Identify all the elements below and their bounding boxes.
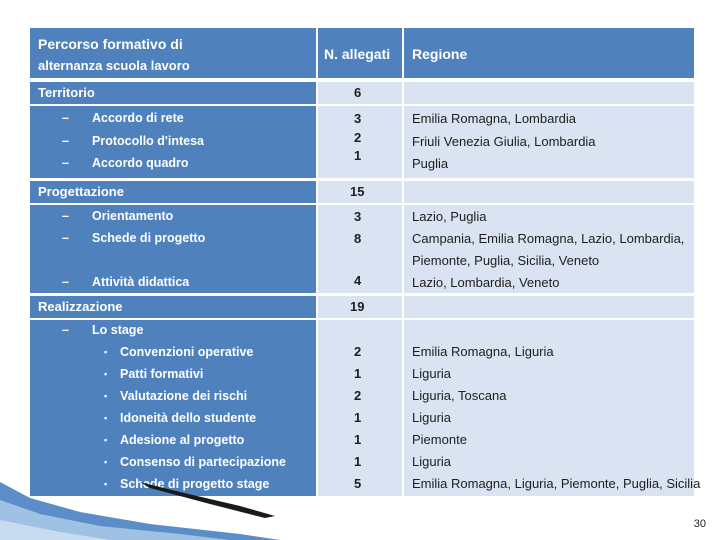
dash-marker: – [62,231,69,245]
bullet-marker: ▪ [104,413,108,423]
region-cell: Emilia Romagna, Lombardia [412,111,577,126]
dash-marker: – [62,134,69,148]
region-cell: Emilia Romagna, Liguria [412,344,554,359]
section-realizzazione-count-cell [318,296,402,318]
dash-marker: – [62,275,69,289]
section-progettazione [30,181,316,203]
section-realizzazione [30,296,316,318]
section-territorio-region-cell [404,82,694,104]
bullet-marker: ▪ [104,391,108,401]
region-cell: Piemonte [412,432,467,447]
count-cell: 1 [354,410,362,425]
region-cell: Liguria [412,366,452,381]
section-territorio-count: 6 [354,85,362,100]
dash-marker: – [62,111,69,125]
section-territorio-count-cell [318,82,402,104]
item-schede-progetto-stage: Schede di progetto stage [120,477,270,491]
region-cell: Lazio, Lombardia, Veneto [412,275,560,290]
header-regione [404,28,694,78]
count-cell: 8 [354,231,362,246]
page-number: 30 [693,518,706,530]
count-cell: 2 [354,130,362,145]
header-regione-label: Regione [412,46,468,62]
header-percorso [30,28,316,78]
progettazione-regions [404,205,694,293]
realizzazione-regions [404,320,701,496]
item-valutazione-rischi: Valutazione dei rischi [120,389,248,403]
bullet-marker: ▪ [104,347,108,357]
section-realizzazione-region-cell [404,296,694,318]
bullet-marker: ▪ [104,457,108,467]
dash-marker: – [62,209,69,223]
region-cell: Emilia Romagna, Liguria, Piemonte, Puglia, Sicilia [412,476,701,491]
section-territorio [30,82,316,104]
item-protocollo-intesa: Protocollo d'intesa [92,134,205,148]
territorio-items [30,106,316,178]
item-orientamento: Orientamento [92,209,174,223]
realizzazione-counts [318,320,402,496]
dash-marker: – [62,323,69,337]
section-progettazione-count: 15 [350,184,365,199]
footer-swoosh-decoration [0,480,720,540]
item-patti-formativi: Patti formativi [120,367,204,381]
region-cell: Liguria [412,410,452,425]
bullet-marker: ▪ [104,369,108,379]
section-realizzazione-count: 19 [350,299,365,314]
bullet-marker: ▪ [104,479,108,489]
item-attivita-didattica: Attività didattica [92,275,190,289]
item-accordo-rete: Accordo di rete [92,111,184,125]
territorio-counts [318,106,402,178]
dash-marker: – [62,156,69,170]
count-cell: 2 [354,388,362,403]
count-cell: 1 [354,366,362,381]
count-cell: 2 [354,344,362,359]
realizzazione-items [30,320,316,496]
count-cell: 1 [354,454,362,469]
count-cell: 3 [354,111,362,126]
region-cell: Lazio, Puglia [412,209,487,224]
item-convenzioni-operative: Convenzioni operative [120,345,254,359]
item-idoneita-studente: Idoneità dello studente [120,411,257,425]
section-realizzazione-title: Realizzazione [38,299,123,314]
header-allegati-label: N. allegati [324,46,391,62]
territorio-regions [404,106,694,178]
section-territorio-title: Territorio [38,85,95,100]
count-cell: 1 [354,148,362,163]
header-percorso-line2: alternanza scuola lavoro [38,58,190,73]
count-cell: 1 [354,432,362,447]
item-adesione-progetto: Adesione al progetto [120,433,245,447]
item-schede-progetto: Schede di progetto [92,231,206,245]
count-cell: 3 [354,209,362,224]
region-cell: Liguria, Toscana [412,388,507,403]
count-cell: 5 [354,476,362,491]
section-progettazione-region-cell [404,181,694,203]
count-cell: 4 [354,273,362,288]
region-cell-continued: Piemonte, Puglia, Sicilia, Veneto [412,253,600,268]
item-accordo-quadro: Accordo quadro [92,156,189,170]
bullet-marker: ▪ [104,435,108,445]
item-consenso-partecipazione: Consenso di partecipazione [120,455,287,469]
progettazione-counts [318,205,402,293]
region-cell: Puglia [412,156,449,171]
alternanza-table [26,24,701,500]
region-cell: Campania, Emilia Romagna, Lazio, Lombardia, [412,231,685,246]
section-progettazione-title: Progettazione [38,184,124,199]
progettazione-items [30,205,316,293]
header-percorso-line1: Percorso formativo di [38,36,183,52]
region-cell: Liguria [412,454,452,469]
item-lo-stage: Lo stage [92,323,144,337]
section-progettazione-count-cell [318,181,402,203]
region-cell: Friuli Venezia Giulia, Lombardia [412,134,596,149]
header-allegati [318,28,402,78]
